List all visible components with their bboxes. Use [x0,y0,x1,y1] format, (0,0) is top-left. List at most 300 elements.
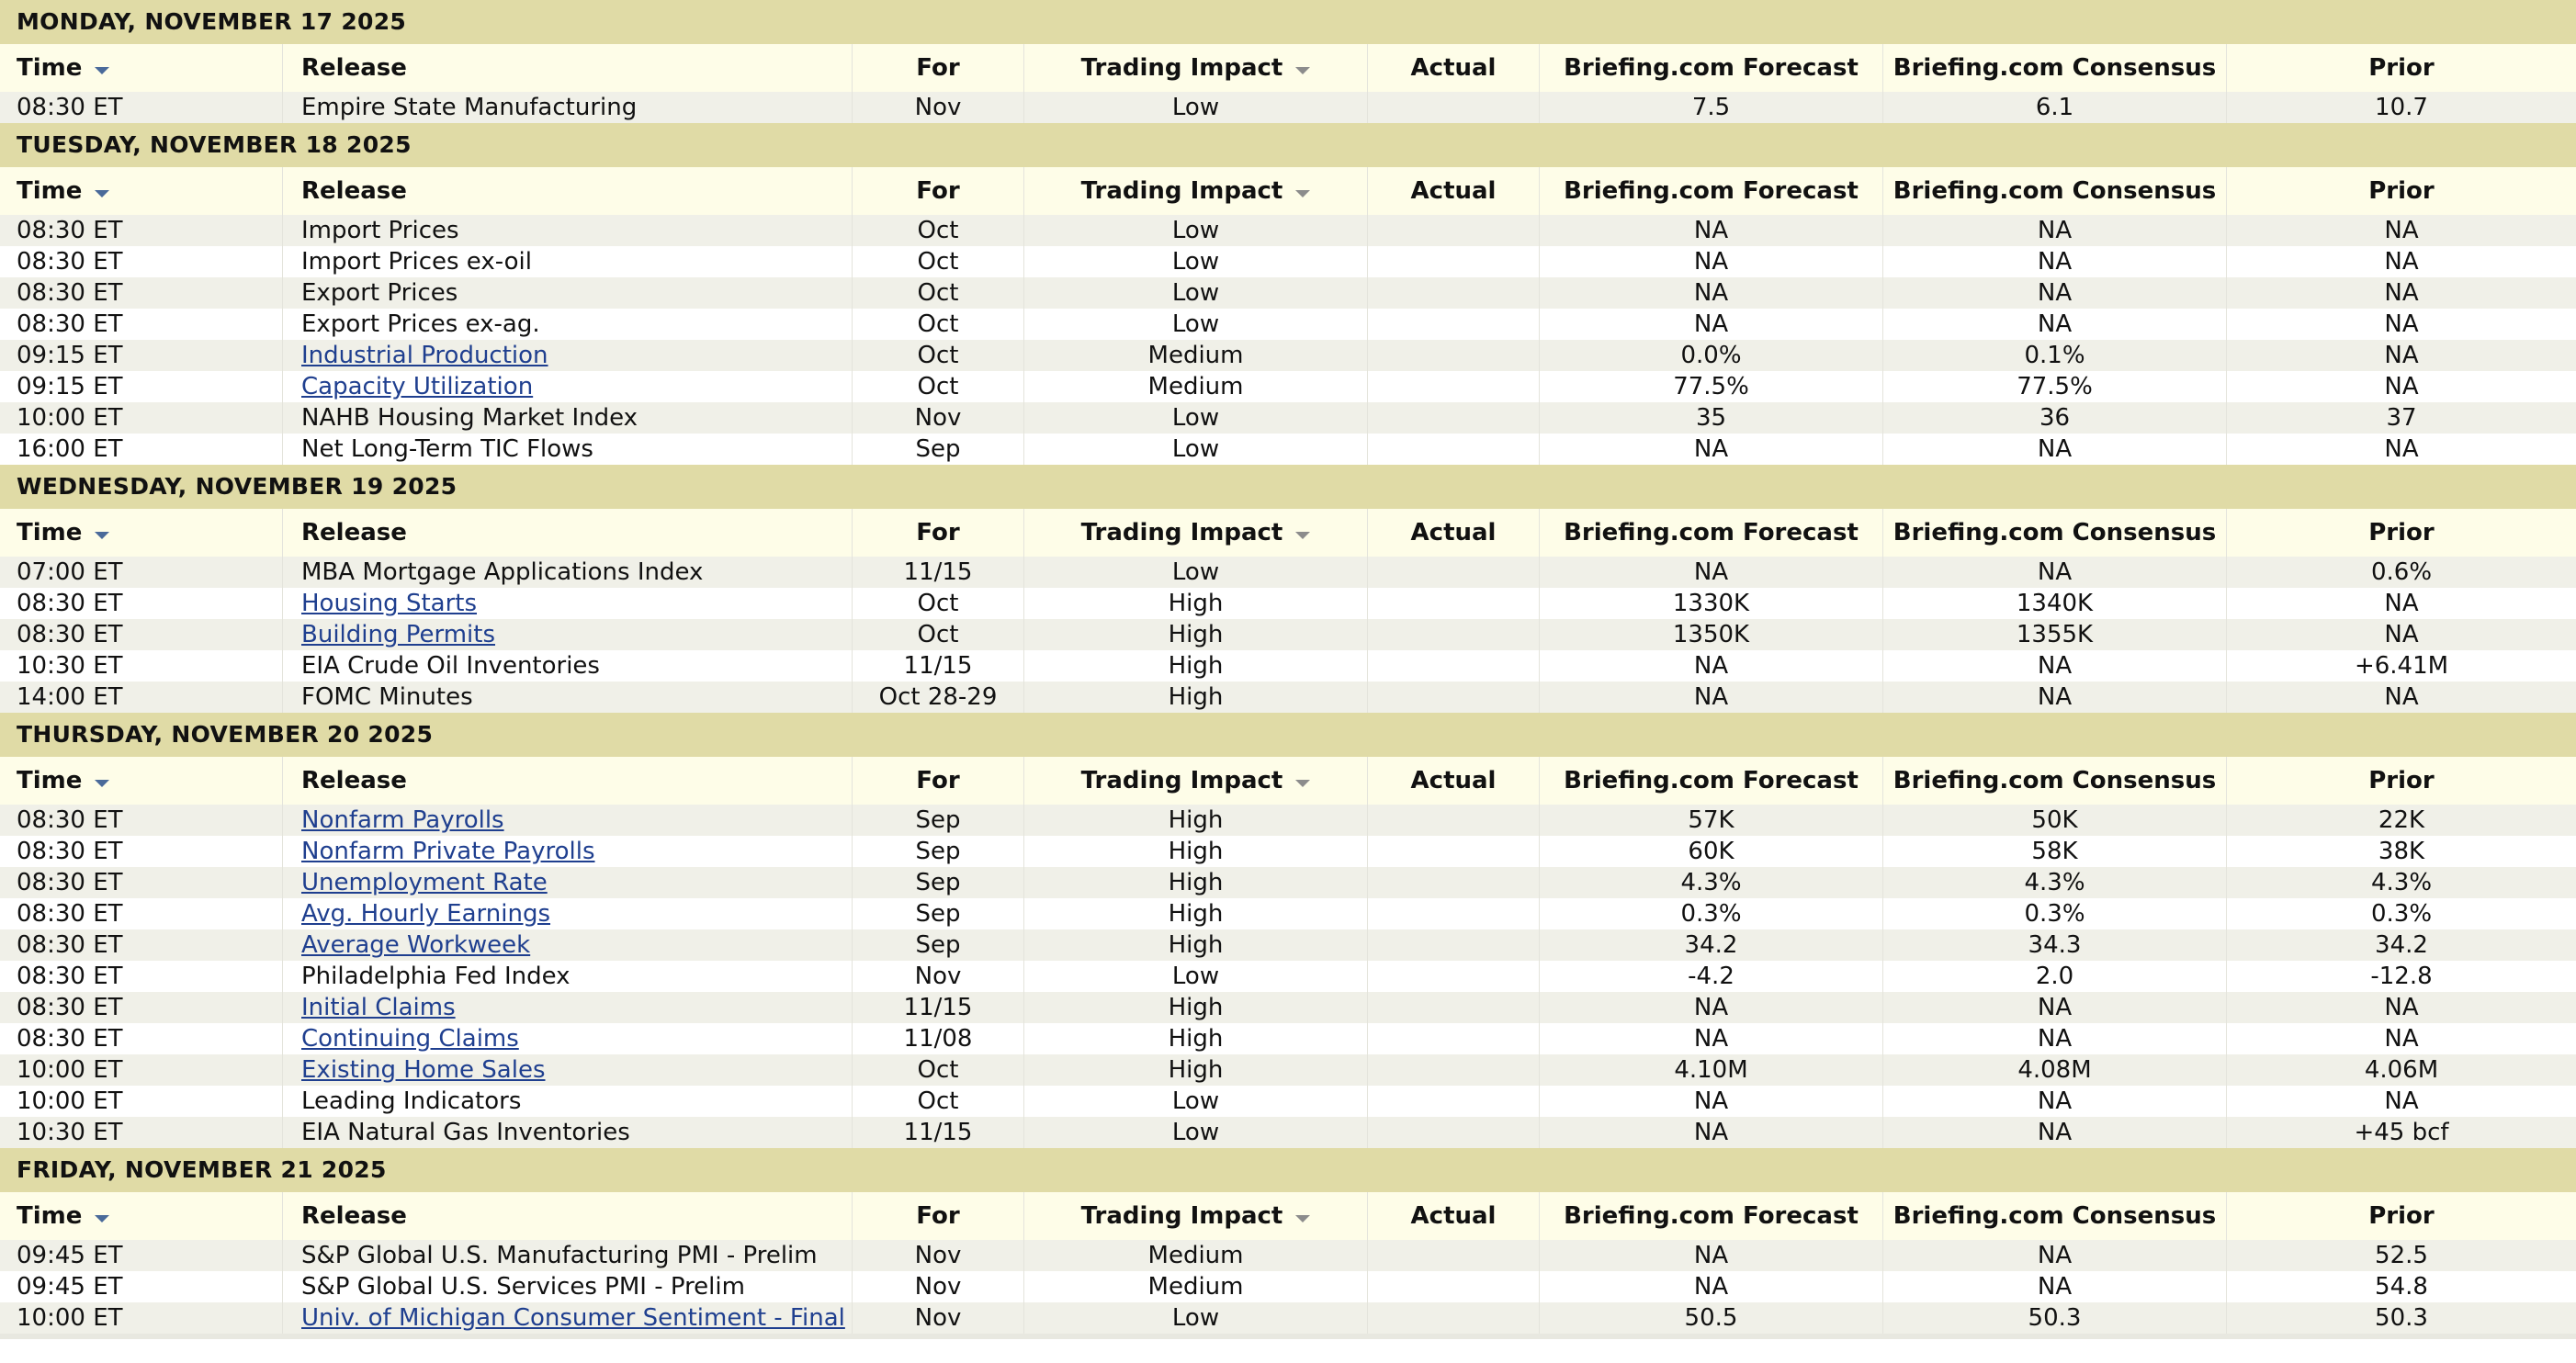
column-header-time[interactable] [0,1192,283,1240]
event-impact: High [1024,867,1368,898]
event-forecast: 34.2 [1540,929,1883,961]
release-link[interactable]: Building Permits [301,621,496,648]
release-name: Export Prices [301,279,458,307]
column-header-impact-label: Trading Impact [1080,767,1283,794]
event-impact: Low [1024,309,1368,340]
column-header-consensus: Briefing.com Consensus [1883,1192,2227,1240]
event-row [0,619,2576,650]
release-link[interactable]: Univ. of Michigan Consumer Sentiment - Final [301,1304,845,1332]
release-link[interactable]: Nonfarm Private Payrolls [301,838,595,865]
event-forecast: 57K [1540,805,1883,836]
column-header-row [0,1192,2576,1240]
event-prior: NA [2384,279,2419,307]
release-name: EIA Crude Oil Inventories [301,652,600,680]
event-time: 09:15 ET [0,340,283,371]
event-actual [1368,402,1540,434]
event-row [0,805,2576,836]
event-forecast: NA [1540,1271,1883,1302]
event-forecast: 77.5% [1540,371,1883,402]
event-consensus: 34.3 [1883,929,2227,961]
event-time: 08:30 ET [0,246,283,277]
event-row [0,898,2576,929]
event-time: 08:30 ET [0,898,283,929]
day-section [0,0,2576,123]
event-time: 08:30 ET [0,805,283,836]
event-time: 08:30 ET [0,309,283,340]
event-row [0,1271,2576,1302]
event-forecast: 50.5 [1540,1302,1883,1334]
event-consensus: NA [1883,434,2227,465]
column-header-actual: Actual [1368,44,1540,92]
column-header-impact-label: Trading Impact [1080,1202,1283,1230]
event-row [0,340,2576,371]
column-header-impact[interactable] [1024,167,1368,215]
event-actual [1368,805,1540,836]
event-period: Oct [853,588,1024,619]
event-period: Oct [853,309,1024,340]
event-actual [1368,1302,1540,1334]
event-release [283,340,853,371]
event-consensus: NA [1883,1240,2227,1271]
release-name: Philadelphia Fed Index [301,963,571,990]
event-row [0,1240,2576,1271]
event-row [0,92,2576,123]
event-impact: High [1024,1054,1368,1086]
event-actual [1368,1023,1540,1054]
event-impact: Low [1024,246,1368,277]
event-period: Nov [853,961,1024,992]
event-prior: 0.3% [2370,900,2433,928]
event-release [283,557,853,588]
release-link[interactable]: Unemployment Rate [301,869,548,896]
column-header-consensus: Briefing.com Consensus [1883,44,2227,92]
column-header-time[interactable] [0,167,283,215]
column-header-prior: Prior [2368,54,2435,82]
column-header-row [0,167,2576,215]
event-consensus: 1355K [1883,619,2227,650]
event-release [283,898,853,929]
event-period: Nov [853,1240,1024,1271]
event-period: Oct [853,1054,1024,1086]
event-prior: 52.5 [2375,1242,2428,1269]
column-header-impact-label: Trading Impact [1080,54,1283,82]
event-actual [1368,434,1540,465]
release-name: NAHB Housing Market Index [301,404,638,432]
event-actual [1368,246,1540,277]
event-consensus: NA [1883,557,2227,588]
sort-down-icon[interactable] [1295,190,1310,197]
event-release [283,215,853,246]
sort-down-icon[interactable] [95,190,109,197]
event-release [283,434,853,465]
column-header-forecast: Briefing.com Forecast [1540,1192,1883,1240]
event-actual [1368,898,1540,929]
event-period: Nov [853,1302,1024,1334]
event-consensus: 58K [1883,836,2227,867]
event-forecast: NA [1540,246,1883,277]
event-time: 08:30 ET [0,961,283,992]
column-header-actual: Actual [1368,1192,1540,1240]
event-prior: NA [2384,621,2419,648]
event-impact: High [1024,929,1368,961]
event-rows [0,92,2576,123]
event-consensus: NA [1883,650,2227,682]
event-forecast: 4.3% [1540,867,1883,898]
column-header-row [0,44,2576,92]
column-header-for: For [853,44,1024,92]
event-period: Sep [853,434,1024,465]
event-forecast: NA [1540,557,1883,588]
sort-down-icon[interactable] [95,1215,109,1222]
release-name: Import Prices ex-oil [301,248,532,276]
event-period: Oct [853,277,1024,309]
sort-down-icon[interactable] [1295,532,1310,539]
column-header-time-label: Time [17,519,83,546]
event-time: 10:00 ET [0,402,283,434]
event-forecast: 7.5 [1540,92,1883,123]
event-time: 09:45 ET [0,1271,283,1302]
day-header: TUESDAY, NOVEMBER 18 2025 [0,123,2576,167]
event-actual [1368,619,1540,650]
event-release [283,1302,853,1334]
event-consensus: 50.3 [1883,1302,2227,1334]
event-time: 16:00 ET [0,434,283,465]
event-actual [1368,682,1540,713]
column-header-time[interactable] [0,44,283,92]
event-row [0,277,2576,309]
event-period: 11/15 [853,1117,1024,1148]
event-release [283,1086,853,1117]
day-section [0,465,2576,713]
column-header-prior: Prior [2368,177,2435,205]
column-header-forecast: Briefing.com Forecast [1540,509,1883,557]
release-name: Import Prices [301,217,459,244]
event-time: 07:00 ET [0,557,283,588]
event-prior: NA [2384,590,2419,617]
day-section [0,123,2576,465]
event-impact: High [1024,992,1368,1023]
event-prior: NA [2384,994,2419,1021]
column-header-for: For [853,757,1024,805]
event-time: 08:30 ET [0,92,283,123]
event-time: 09:15 ET [0,371,283,402]
event-actual [1368,371,1540,402]
event-period: 11/15 [853,992,1024,1023]
column-header-time-label: Time [17,177,83,205]
event-time: 10:30 ET [0,650,283,682]
column-header-time-label: Time [17,767,83,794]
event-prior: NA [2384,1025,2419,1053]
event-impact: Low [1024,277,1368,309]
event-row [0,1023,2576,1054]
release-name: S&P Global U.S. Manufacturing PMI - Prelim [301,1242,818,1269]
release-link[interactable]: Nonfarm Payrolls [301,806,504,834]
event-impact: High [1024,836,1368,867]
event-period: Sep [853,805,1024,836]
event-release [283,1271,853,1302]
event-release [283,1023,853,1054]
event-impact: Low [1024,215,1368,246]
day-header: THURSDAY, NOVEMBER 20 2025 [0,713,2576,757]
column-header-consensus: Briefing.com Consensus [1883,167,2227,215]
day-header: MONDAY, NOVEMBER 17 2025 [0,0,2576,44]
column-header-impact[interactable] [1024,757,1368,805]
event-release [283,1240,853,1271]
column-header-actual: Actual [1368,757,1540,805]
event-forecast: 4.10M [1540,1054,1883,1086]
event-consensus: NA [1883,1023,2227,1054]
event-rows [0,1240,2576,1334]
event-release [283,1117,853,1148]
column-header-for: For [853,1192,1024,1240]
event-row [0,867,2576,898]
event-prior: NA [2384,310,2419,338]
event-actual [1368,1117,1540,1148]
event-release [283,961,853,992]
event-period: Oct [853,1086,1024,1117]
sort-down-icon[interactable] [95,532,109,539]
event-release [283,402,853,434]
column-header-time[interactable] [0,757,283,805]
event-time: 08:30 ET [0,1023,283,1054]
event-forecast: 1350K [1540,619,1883,650]
event-release [283,277,853,309]
event-time: 09:45 ET [0,1240,283,1271]
event-forecast: NA [1540,992,1883,1023]
event-period: 11/15 [853,650,1024,682]
release-link[interactable]: Housing Starts [301,590,478,617]
release-link[interactable]: Initial Claims [301,994,456,1021]
event-time: 10:00 ET [0,1302,283,1334]
column-header-forecast: Briefing.com Forecast [1540,44,1883,92]
event-forecast: 35 [1540,402,1883,434]
event-actual [1368,557,1540,588]
column-header-release: Release [283,757,853,805]
event-time: 10:00 ET [0,1054,283,1086]
sort-down-icon[interactable] [1295,780,1310,787]
event-prior: 4.3% [2370,869,2433,896]
event-consensus: 4.08M [1883,1054,2227,1086]
event-rows [0,557,2576,713]
release-name: Net Long-Term TIC Flows [301,435,593,463]
column-header-forecast: Briefing.com Forecast [1540,167,1883,215]
event-row [0,1054,2576,1086]
event-actual [1368,277,1540,309]
event-prior: 34.2 [2375,931,2428,959]
column-header-prior: Prior [2368,767,2435,794]
event-row [0,1117,2576,1148]
release-name: Empire State Manufacturing [301,94,638,121]
event-impact: Low [1024,434,1368,465]
column-header-forecast: Briefing.com Forecast [1540,757,1883,805]
event-consensus: 77.5% [1883,371,2227,402]
column-header-actual: Actual [1368,167,1540,215]
event-row [0,992,2576,1023]
event-period: 11/15 [853,557,1024,588]
column-header-release: Release [283,509,853,557]
release-link[interactable]: Average Workweek [301,931,531,959]
event-release [283,1054,853,1086]
event-period: Nov [853,92,1024,123]
event-release [283,92,853,123]
event-release [283,588,853,619]
event-actual [1368,340,1540,371]
event-period: Oct [853,246,1024,277]
event-impact: High [1024,1023,1368,1054]
event-consensus: NA [1883,246,2227,277]
event-prior: NA [2384,435,2419,463]
event-row [0,682,2576,713]
event-row [0,961,2576,992]
event-actual [1368,961,1540,992]
event-impact: High [1024,805,1368,836]
event-impact: High [1024,619,1368,650]
event-period: Sep [853,898,1024,929]
event-forecast: NA [1540,1086,1883,1117]
event-row [0,1086,2576,1117]
event-impact: Low [1024,1117,1368,1148]
event-forecast: NA [1540,1023,1883,1054]
day-section [0,1148,2576,1334]
column-header-release: Release [283,1192,853,1240]
event-consensus: 4.3% [1883,867,2227,898]
event-prior: +45 bcf [2354,1119,2449,1146]
event-time: 08:30 ET [0,929,283,961]
column-header-prior: Prior [2368,519,2435,546]
event-impact: High [1024,650,1368,682]
release-link[interactable]: Existing Home Sales [301,1056,546,1084]
event-time: 10:00 ET [0,1086,283,1117]
event-forecast: NA [1540,1240,1883,1271]
event-consensus: 1340K [1883,588,2227,619]
event-row [0,309,2576,340]
event-release [283,371,853,402]
event-consensus: 0.1% [1883,340,2227,371]
event-forecast: NA [1540,434,1883,465]
event-row [0,557,2576,588]
event-prior: 0.6% [2370,558,2433,586]
event-release [283,619,853,650]
event-release [283,246,853,277]
event-prior: NA [2384,248,2419,276]
event-forecast: NA [1540,215,1883,246]
event-impact: Medium [1024,1240,1368,1271]
event-consensus: 36 [1883,402,2227,434]
event-row [0,246,2576,277]
event-period: Oct 28-29 [853,682,1024,713]
event-actual [1368,1054,1540,1086]
event-consensus: NA [1883,215,2227,246]
event-prior: NA [2384,683,2419,711]
event-prior: NA [2384,342,2419,369]
event-impact: Medium [1024,340,1368,371]
event-actual [1368,588,1540,619]
event-time: 08:30 ET [0,836,283,867]
event-time: 08:30 ET [0,215,283,246]
event-row [0,929,2576,961]
column-header-consensus: Briefing.com Consensus [1883,757,2227,805]
column-header-impact-label: Trading Impact [1080,519,1283,546]
column-header-prior: Prior [2368,1202,2435,1230]
sort-down-icon[interactable] [95,67,109,74]
event-actual [1368,309,1540,340]
event-actual [1368,929,1540,961]
event-row [0,650,2576,682]
event-forecast: -4.2 [1540,961,1883,992]
event-prior: 4.06M [2364,1056,2439,1084]
day-header: FRIDAY, NOVEMBER 21 2025 [0,1148,2576,1192]
event-prior: 54.8 [2375,1273,2428,1301]
event-actual [1368,867,1540,898]
event-row [0,434,2576,465]
column-header-impact[interactable] [1024,509,1368,557]
event-period: Oct [853,340,1024,371]
column-header-release: Release [283,44,853,92]
release-link[interactable]: Capacity Utilization [301,373,534,400]
event-forecast: NA [1540,309,1883,340]
sort-down-icon[interactable] [1295,1215,1310,1222]
column-header-impact[interactable] [1024,44,1368,92]
event-prior: 22K [2378,806,2425,834]
event-consensus: 50K [1883,805,2227,836]
column-header-time-label: Time [17,54,83,82]
event-forecast: NA [1540,650,1883,682]
event-consensus: NA [1883,1117,2227,1148]
event-time: 08:30 ET [0,588,283,619]
sort-down-icon[interactable] [1295,67,1310,74]
release-link[interactable]: Industrial Production [301,342,548,369]
event-forecast: NA [1540,277,1883,309]
event-prior: +6.41M [2354,652,2449,680]
column-header-impact-label: Trading Impact [1080,177,1283,205]
event-actual [1368,836,1540,867]
bottom-strip [0,1334,2576,1339]
event-row [0,836,2576,867]
column-header-row [0,757,2576,805]
column-header-time[interactable] [0,509,283,557]
event-rows [0,805,2576,1148]
column-header-for: For [853,509,1024,557]
release-name: EIA Natural Gas Inventories [301,1119,630,1146]
event-actual [1368,1271,1540,1302]
sort-down-icon[interactable] [95,780,109,787]
release-name: Export Prices ex-ag. [301,310,540,338]
event-consensus: 2.0 [1883,961,2227,992]
event-period: Sep [853,929,1024,961]
event-consensus: NA [1883,682,2227,713]
event-impact: Medium [1024,371,1368,402]
event-actual [1368,92,1540,123]
event-release [283,805,853,836]
event-forecast: NA [1540,1117,1883,1148]
column-header-row [0,509,2576,557]
event-actual [1368,1086,1540,1117]
event-row [0,1302,2576,1334]
release-link[interactable]: Continuing Claims [301,1025,519,1053]
event-impact: Low [1024,557,1368,588]
release-link[interactable]: Avg. Hourly Earnings [301,900,551,928]
event-time: 14:00 ET [0,682,283,713]
column-header-impact[interactable] [1024,1192,1368,1240]
event-impact: High [1024,682,1368,713]
event-consensus: NA [1883,277,2227,309]
event-row [0,588,2576,619]
event-prior: NA [2384,1087,2419,1115]
event-forecast: 1330K [1540,588,1883,619]
event-period: Sep [853,836,1024,867]
event-period: Nov [853,1271,1024,1302]
event-impact: Low [1024,92,1368,123]
